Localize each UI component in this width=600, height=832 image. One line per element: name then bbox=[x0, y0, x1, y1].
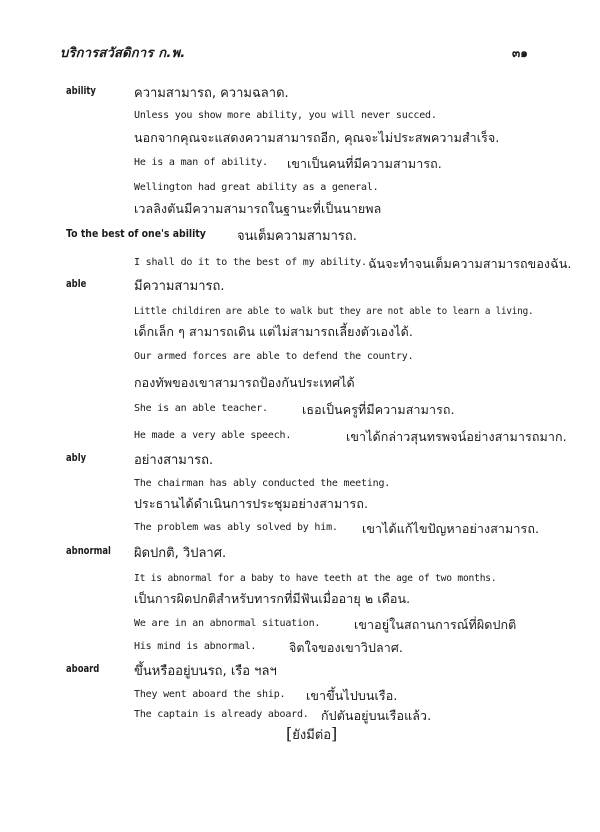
example-th: กัปตันอยู่บนเรือแล้ว. bbox=[321, 708, 432, 723]
example-th: กองทัพของเขาสามารถป้องกันประเทศได้ bbox=[134, 375, 355, 390]
example-th: เขาได้แก้ไขปัญหาอย่างสามารถ. bbox=[362, 521, 540, 536]
example-en: The chairman has ably conducted the meeting. bbox=[134, 478, 391, 489]
example-en: Wellington had great ability as a general. bbox=[134, 182, 379, 193]
example-en: Little childiren are able to walk but they are not able to learn a living. bbox=[134, 306, 534, 317]
example-th: เขาเป็นคนที่มีความสามารถ. bbox=[287, 156, 442, 171]
definition-ably: อย่างสามารถ. bbox=[134, 453, 214, 468]
example-en: Our armed forces are able to defend the country. bbox=[134, 351, 414, 362]
example-en: He made a very able speech. bbox=[134, 430, 292, 441]
definition-abnormal: ผิดปกติ, วิปลาศ. bbox=[134, 546, 227, 561]
headword-able: able bbox=[66, 277, 87, 290]
example-th: เป็นการผิดปกติสำหรับทารกที่มีฟันเมื่ออายุ ๒ เดือน. bbox=[134, 591, 411, 606]
example-th: เวลลิงตันมีความสามารถในฐานะที่เป็นนายพล bbox=[134, 201, 382, 216]
example-en: They went aboard the ship. bbox=[134, 689, 286, 700]
example-th: นอกจากคุณจะแสดงความสามารถอีก, คุณจะไม่ประสพความสำเร็จ. bbox=[134, 130, 500, 145]
example-th: เธอเป็นครูที่มีความสามารถ. bbox=[302, 402, 455, 417]
page-header-title: บริการสวัสดิการ ก.พ. bbox=[60, 46, 186, 61]
headword-to-the-best: To the best of one's ability bbox=[66, 227, 206, 240]
example-en: The captain is already aboard. bbox=[134, 709, 309, 720]
example-en: Unless you show more ability, you will never succed. bbox=[134, 110, 437, 121]
example-en: His mind is abnormal. bbox=[134, 641, 257, 652]
example-th: เขาขึ้นไปบนเรือ. bbox=[306, 688, 398, 703]
example-en: She is an able teacher. bbox=[134, 403, 268, 414]
definition-ability: ความสามารถ, ความฉลาด. bbox=[134, 86, 289, 101]
example-th: ประธานได้ดำเนินการประชุมอย่างสามารถ. bbox=[134, 496, 369, 511]
continued-text: ยังมีต่อ bbox=[292, 728, 332, 743]
headword-abnormal: abnormal bbox=[66, 544, 111, 557]
definition-able: มีความสามารถ. bbox=[134, 279, 225, 294]
example-th: เด็กเล็ก ๆ สามารถเดิน แต่ไม่สามารถเลี้ยงตัวเองได้. bbox=[134, 324, 413, 339]
example-th: ฉันจะทำจนเต็มความสามารถของฉัน. bbox=[368, 256, 572, 271]
headword-aboard: aboard bbox=[66, 662, 100, 675]
definition-aboard: ขึ้นหรืออยู่บนรถ, เรือ ฯลฯ bbox=[134, 664, 277, 679]
example-th: เขาอยู่ในสถานการณ์ที่ผิดปกติ bbox=[354, 617, 517, 632]
page-number: ๓๑ bbox=[512, 46, 528, 60]
headword-ability: ability bbox=[66, 84, 96, 97]
example-en: The problem was ably solved by him. bbox=[134, 522, 338, 533]
definition-to-the-best: จนเต็มความสามารถ. bbox=[237, 229, 357, 244]
example-en: We are in an abnormal situation. bbox=[134, 618, 321, 629]
continued-note: [ยังมีต่อ] bbox=[286, 724, 338, 743]
example-en: I shall do it to the best of my ability. bbox=[134, 257, 367, 268]
example-en: He is a man of ability. bbox=[134, 157, 268, 168]
example-th: จิตใจของเขาวิปลาศ. bbox=[289, 640, 404, 655]
example-en: It is abnormal for a baby to have teeth at the age of two months. bbox=[134, 573, 497, 584]
example-th: เขาได้กล่าวสุนทรพจน์อย่างสามารถมาก. bbox=[346, 429, 567, 444]
headword-ably: ably bbox=[66, 451, 87, 464]
